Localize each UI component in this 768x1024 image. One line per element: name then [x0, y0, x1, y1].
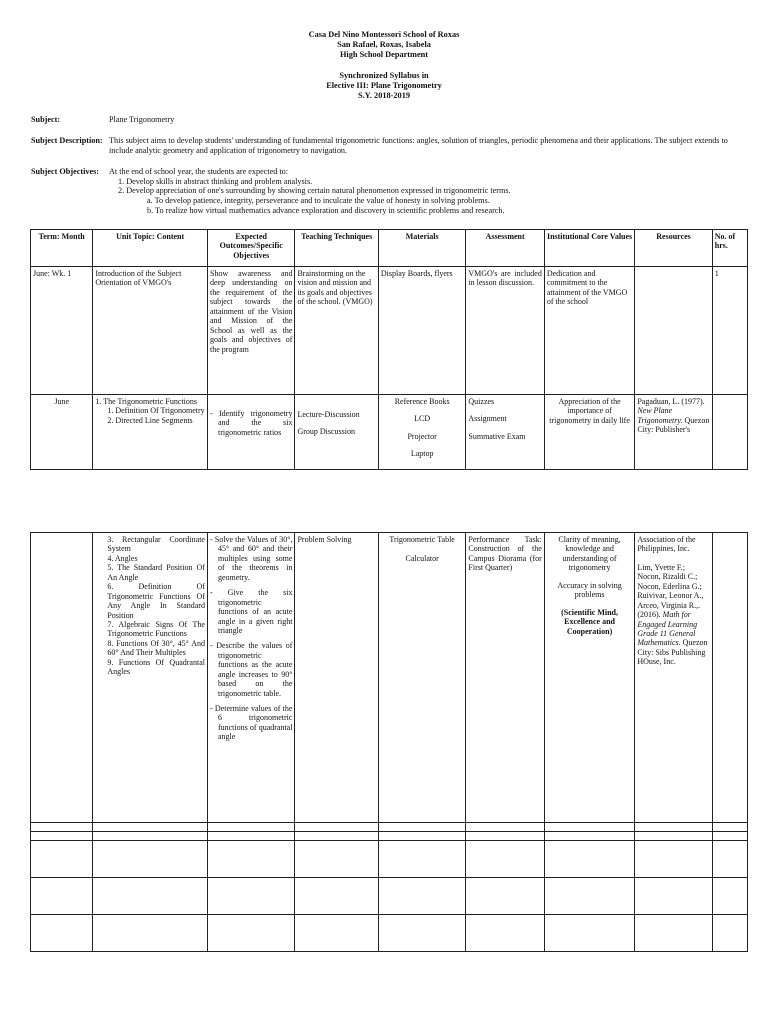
- document-header: [0, 30, 768, 101]
- resource-author: Lim, Yvette F.; Nocon, Rizaldi C.; Nocon, Ederlina G.; Ruivivar, Leonor A., Arceo, Virginia R.,. (2016).: [637, 562, 704, 620]
- cell-assessment: [466, 395, 544, 470]
- content-head: 1. The Trigonometric Functions: [95, 397, 197, 406]
- cell-term: [31, 533, 93, 823]
- description-label: Subject Description:: [31, 136, 103, 145]
- subject-value: Plane Trigonometry: [109, 115, 175, 124]
- header-materials: Materials: [378, 230, 465, 267]
- cell-hours: 1: [712, 267, 747, 395]
- material-item: Trigonometric Table: [389, 535, 455, 544]
- table-row-empty: [31, 832, 748, 841]
- table-row-empty: [31, 841, 748, 878]
- header-outcomes: Expected Outcomes/Specific Objectives: [207, 230, 294, 267]
- school-name: Casa Del Nino Montessori School of Roxas: [308, 30, 460, 39]
- cell-values: [544, 533, 635, 823]
- table-row-empty: [31, 915, 748, 952]
- header-values: Institutional Core Values: [544, 230, 635, 267]
- cell-hours: [712, 533, 747, 823]
- objectives-label: Subject Objectives:: [31, 167, 99, 176]
- cell-techniques: Brainstorming on the vision and mission and its goals and objectives of the school. (VMGO): [295, 267, 378, 395]
- outcome-item: - Solve the Values of 30°, 45° and 60° and their multiples using some of the theorems in geometry.: [209, 535, 293, 582]
- resource-title: New Plane Trigonometry.: [637, 406, 683, 425]
- school-address: San Rafael, Roxas, Isabela: [337, 39, 431, 49]
- content-item: 3. Rectangular Coordinate System: [107, 535, 205, 554]
- cell-term: June: Wk. 1: [31, 267, 93, 395]
- outcome-item: - Describe the values of trigonometric functions as the acute angle increases to 90° based on the trigonometric table.: [209, 641, 293, 698]
- cell-assessment: VMGO's are included in lesson discussion.: [466, 267, 544, 395]
- cell-materials: [378, 395, 465, 470]
- objective-sub-item: a. To develop patience, integrity, perseverance and to inculcate the value of honesty in solving problems.: [147, 196, 490, 206]
- school-year: S.Y. 2018-2019: [357, 90, 411, 100]
- header-term: Term: Month: [31, 230, 93, 267]
- table-row-empty: [31, 823, 748, 832]
- objective-item: 2. Develop appreciation of one's surrounding by showing certain natural phenomenon expressed in trigonometric terms.: [118, 186, 511, 196]
- content-item: 5. The Standard Position Of An Angle: [107, 563, 205, 582]
- content-item: 9. Functions Of Quadrantal Angles: [107, 657, 205, 677]
- table-row: [31, 395, 748, 470]
- description-value: This subject aims to develop students' understanding of fundamental trigonometric functions: angles, solution of triangles, periodic phenomena and their applications. The subject extends to include analytic geometry and application of trigonometry to navigation.: [109, 136, 728, 155]
- technique-item: Lecture-Discussion: [297, 410, 360, 419]
- resource-publisher: Quezon City: Sibs Publishing HOuse, Inc.: [637, 638, 708, 667]
- assessment-item: Quizzes: [468, 397, 495, 406]
- cell-content: [93, 533, 208, 823]
- cell-hours: [712, 395, 747, 470]
- value-item: Accuracy in solving problems: [557, 580, 622, 600]
- table-row: [31, 267, 748, 395]
- outcome-item: - Determine values of the 6 trigonometric functions of quadrantal angle: [209, 704, 293, 742]
- objectives-intro: At the end of school year, the students are expected to:: [109, 167, 289, 176]
- elective-title: Elective III: Plane Trigonometry: [326, 80, 442, 90]
- objective-sub-item: b. To realize how virtual mathematics advance exploration and discovery in scientific problems and research.: [147, 205, 505, 215]
- syllabus-table: [30, 229, 748, 470]
- value-item: Clarity of meaning, knowledge and understanding of trigonometry: [558, 535, 621, 573]
- cell-materials: [378, 533, 465, 823]
- cell-materials: Display Boards, flyers: [378, 267, 465, 395]
- resource-title: Math for Engaged Learning Grade 11 General Mathematics.: [637, 610, 698, 648]
- objective-item: 1. Develop skills in abstract thinking and problem analysis.: [118, 176, 313, 186]
- department: High School Department: [339, 49, 429, 59]
- cell-content: [93, 395, 208, 470]
- resource-author: Pagaduan, L. (1977).: [637, 397, 705, 406]
- content-item: 8. Functions Of 30°, 45° And 60° And Their Multiples: [107, 638, 205, 658]
- cell-techniques: [295, 395, 378, 470]
- header-content: Unit Topic: Content: [93, 230, 208, 267]
- cell-resources: [635, 267, 712, 395]
- cell-resources: [635, 533, 712, 823]
- resource-item: Association of the Philippines, Inc.: [637, 535, 696, 554]
- cell-term: June: [31, 395, 93, 470]
- table-header-row: [31, 230, 748, 267]
- content-item: 4. Angles: [107, 553, 138, 563]
- objectives-list: [109, 167, 709, 215]
- material-item: Reference Books: [394, 397, 450, 406]
- table-row-empty: [31, 878, 748, 915]
- header-assessment: Assessment: [466, 230, 544, 267]
- outcome-item: - Give the six trigonometric functions of an acute angle in a given right triangle: [209, 588, 293, 635]
- outcome-item: - Identify trigonometry and the six trigonometric ratios: [209, 409, 293, 437]
- cell-values: Appreciation of the importance of trigonometry in daily life: [544, 395, 635, 470]
- subject-label: Subject:: [31, 115, 61, 124]
- technique-item: Group Discussion: [297, 427, 356, 437]
- cell-resources: [635, 395, 712, 470]
- content-item: 7. Algebraic Signs Of The Trigonometric Functions: [107, 619, 205, 639]
- content-item: 2. Directed Line Segments: [107, 415, 193, 425]
- cell-values: Dedication and commitment to the attainment of the VMGO of the school: [544, 267, 635, 395]
- cell-outcomes: Show awareness and deep understanding on the requirement of the subject towards the attainment of the Vision and Mission of the School as well as the goals and objectives of the program: [207, 267, 294, 395]
- syllabus-table-continued: [30, 532, 748, 952]
- content-item: 1. Definition Of Trigonometry: [107, 406, 205, 416]
- resource-item: [637, 563, 709, 667]
- content-item: 6. Definition Of Trigonometric Functions Of Any Angle In Standard Position: [107, 582, 205, 620]
- material-item: Laptop: [410, 449, 434, 459]
- cell-assessment: Performance Task: Construction of the Campus Diorama (for First Quarter): [466, 533, 544, 823]
- material-item: Calculator: [405, 554, 439, 564]
- cell-techniques: Problem Solving: [295, 533, 378, 823]
- material-item: Projector: [407, 431, 437, 441]
- document-title: Synchronized Syllabus in: [339, 70, 429, 80]
- cell-content: Introduction of the Subject Orientation of VMGO's: [93, 267, 208, 395]
- header-hours: No. of hrs.: [712, 230, 747, 267]
- header-resources: Resources: [635, 230, 712, 267]
- assessment-item: Summative Exam: [468, 431, 526, 441]
- value-item: (Scientific Mind, Excellence and Cooperation): [561, 607, 619, 636]
- table-row: [31, 533, 748, 823]
- assessment-item: Assignment: [468, 414, 507, 424]
- material-item: LCD: [414, 414, 431, 424]
- cell-outcomes: [207, 395, 294, 470]
- cell-outcomes: [207, 533, 294, 823]
- resource-publisher: Quezon City: Publisher's: [637, 415, 710, 435]
- header-techniques: Teaching Techniques: [295, 230, 378, 267]
